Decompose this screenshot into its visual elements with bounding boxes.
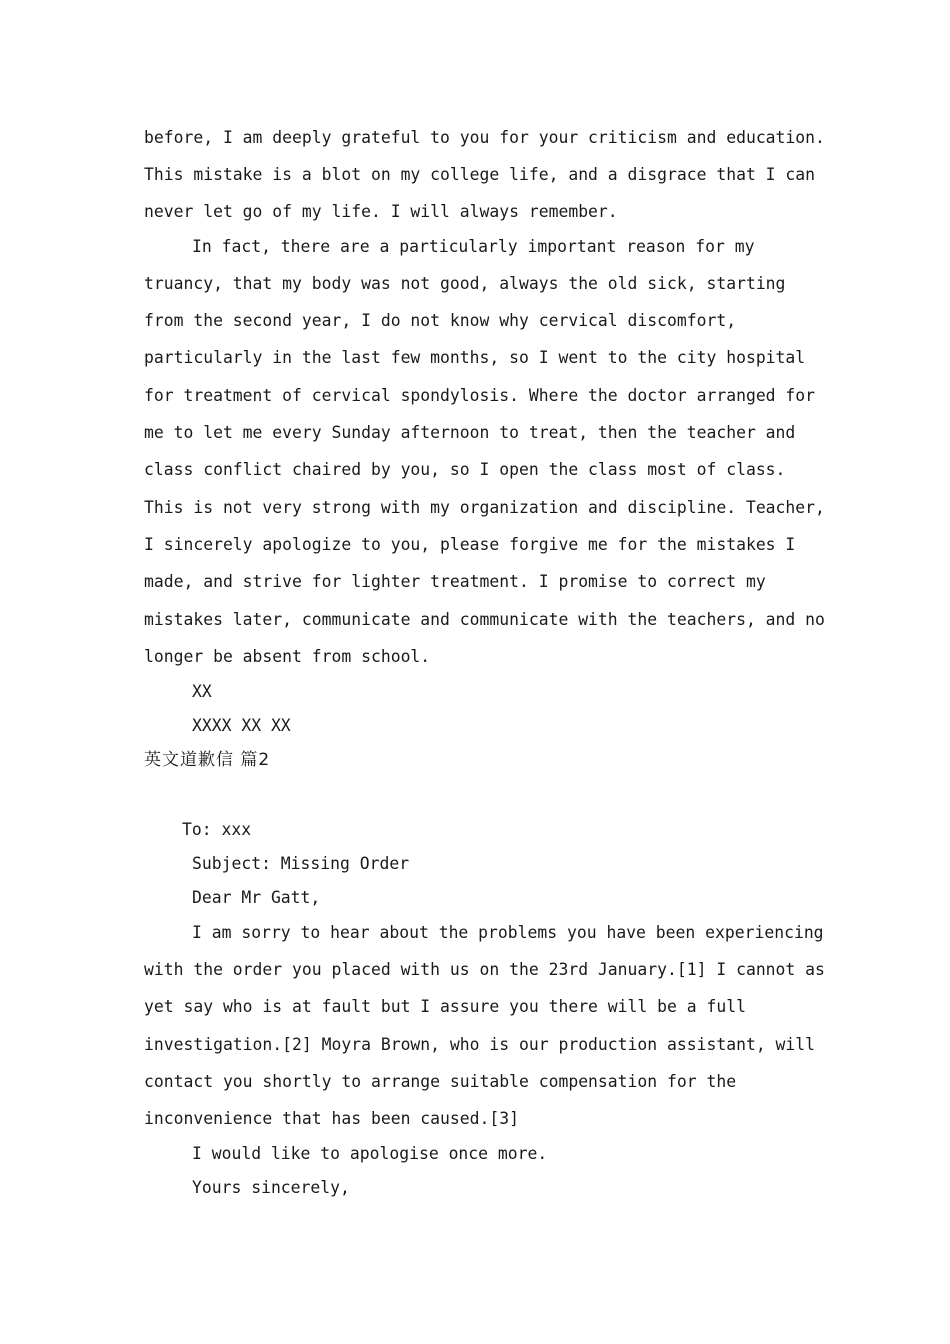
letter1-line: particularly in the last few months, so I went to the city hospital xyxy=(144,348,806,367)
letter1-line: class conflict chaired by you, so I open the class most of class. xyxy=(144,460,786,479)
letter2-paragraph-start: I am sorry to hear about the problems you have been experiencing xyxy=(192,923,824,942)
section-heading: 英文道歉信 篇2 xyxy=(144,750,271,770)
letter1-line: truancy, that my body was not good, always the old sick, starting xyxy=(144,274,786,293)
letter1-line: from the second year, I do not know why cervical discomfort, xyxy=(144,311,737,330)
letter1-line: made, and strive for lighter treatment. I promise to correct my xyxy=(144,572,766,591)
letter2-line: yet say who is at fault but I assure you there will be a full xyxy=(144,997,746,1016)
letter2-line: investigation.[2] Moyra Brown, who is our production assistant, will xyxy=(144,1035,816,1054)
letter1-signature-date: XXXX XX XX xyxy=(192,716,291,735)
letter1-line: mistakes later, communicate and communicate with the teachers, and no xyxy=(144,610,825,629)
letter1-line: This mistake is a blot on my college life, and a disgrace that I can xyxy=(144,165,816,184)
letter1-signature-name: XX xyxy=(192,682,212,701)
letter1-line: before, I am deeply grateful to you for your criticism and education. xyxy=(144,128,825,147)
letter1-line: me to let me every Sunday afternoon to treat, then the teacher and xyxy=(144,423,796,442)
letter2-line: with the order you placed with us on the 23rd January.[1] I cannot as xyxy=(144,960,825,979)
letter1-line: never let go of my life. I will always remember. xyxy=(144,202,618,221)
letter2-line: contact you shortly to arrange suitable compensation for the xyxy=(144,1072,737,1091)
letter2-sign-off: Yours sincerely, xyxy=(192,1178,350,1197)
letter1-line: I sincerely apologize to you, please forgive me for the mistakes I xyxy=(144,535,796,554)
letter1-paragraph-start: In fact, there are a particularly important reason for my xyxy=(192,237,755,256)
letter2-subject: Subject: Missing Order xyxy=(192,854,410,873)
letter2-closing-line: I would like to apologise once more. xyxy=(192,1144,548,1163)
letter2-salutation: Dear Mr Gatt, xyxy=(192,888,321,907)
letter2-to: To: xxx xyxy=(182,820,252,839)
letter2-line: inconvenience that has been caused.[3] xyxy=(144,1109,519,1128)
letter1-line: This is not very strong with my organization and discipline. Teacher, xyxy=(144,498,825,517)
letter1-line: longer be absent from school. xyxy=(144,647,431,666)
letter1-line: for treatment of cervical spondylosis. Where the doctor arranged for xyxy=(144,386,816,405)
